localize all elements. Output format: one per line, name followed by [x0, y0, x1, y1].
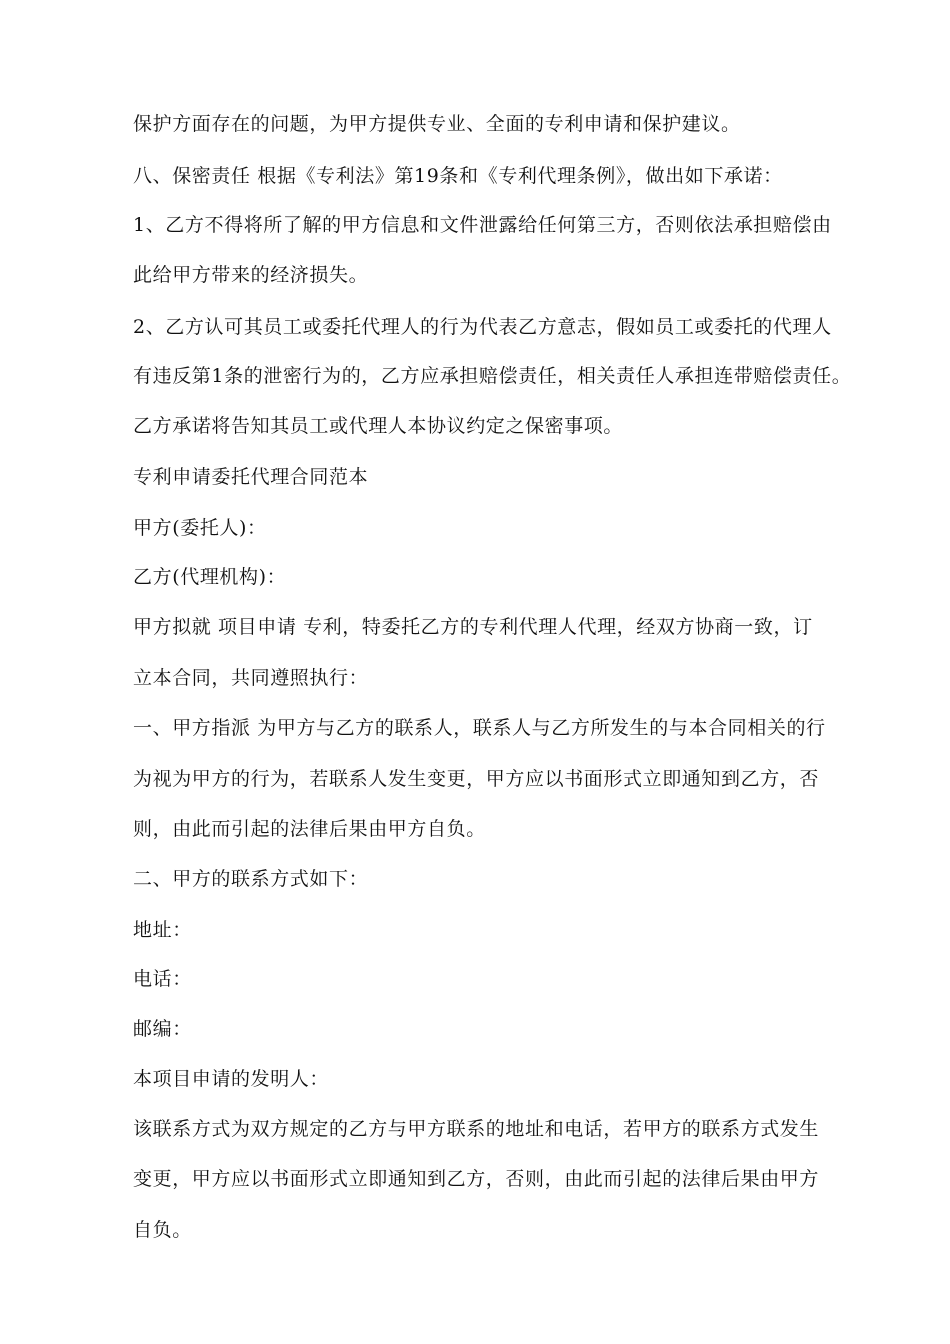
text-line: 此给甲方带来的经济损失。 [133, 264, 369, 286]
text-line: 则，由此而引起的法律后果由甲方自负。 [133, 818, 486, 840]
text-line: 有违反第1条的泄密行为的，乙方应承担赔偿责任，相关责任人承担连带赔偿责任。 [133, 365, 852, 387]
address-label: 地址： [133, 919, 192, 941]
inventor-label: 本项目申请的发明人： [133, 1068, 330, 1090]
phone-label: 电话： [133, 968, 192, 990]
text-line: 甲方拟就 项目申请 专利，特委托乙方的专利代理人代理，经双方协商一致，订 [133, 616, 813, 638]
text-line: 八、保密责任 根据《专利法》第19条和《专利代理条例》，做出如下承诺： [133, 165, 783, 187]
text-line: 一、甲方指派 为甲方与乙方的联系人，联系人与乙方所发生的与本合同相关的行 [133, 717, 826, 739]
text-line: 乙方承诺将告知其员工或代理人本协议约定之保密事项。 [133, 415, 624, 437]
text-line: 变更，甲方应以书面形式立即通知到乙方，否则，由此而引起的法律后果由甲方 [133, 1168, 820, 1190]
text-line: 为视为甲方的行为，若联系人发生变更，甲方应以书面形式立即通知到乙方，否 [133, 768, 820, 790]
text-line: 二、甲方的联系方式如下： [133, 868, 369, 890]
party-b-label: 乙方(代理机构)： [133, 566, 287, 588]
text-line: 1、乙方不得将所了解的甲方信息和文件泄露给任何第三方，否则依法承担赔偿由 [133, 214, 832, 236]
text-line: 保护方面存在的问题，为甲方提供专业、全面的专利申请和保护建议。 [133, 113, 741, 135]
text-line: 2、乙方认可其员工或委托代理人的行为代表乙方意志，假如员工或委托的代理人 [133, 316, 832, 338]
postcode-label: 邮编： [133, 1018, 192, 1040]
text-line: 该联系方式为双方规定的乙方与甲方联系的地址和电话，若甲方的联系方式发生 [133, 1118, 820, 1140]
text-line: 立本合同，共同遵照执行： [133, 667, 369, 689]
section-title: 专利申请委托代理合同范本 [133, 466, 369, 488]
party-a-label: 甲方(委托人)： [133, 517, 267, 539]
text-line: 自负。 [133, 1219, 192, 1241]
